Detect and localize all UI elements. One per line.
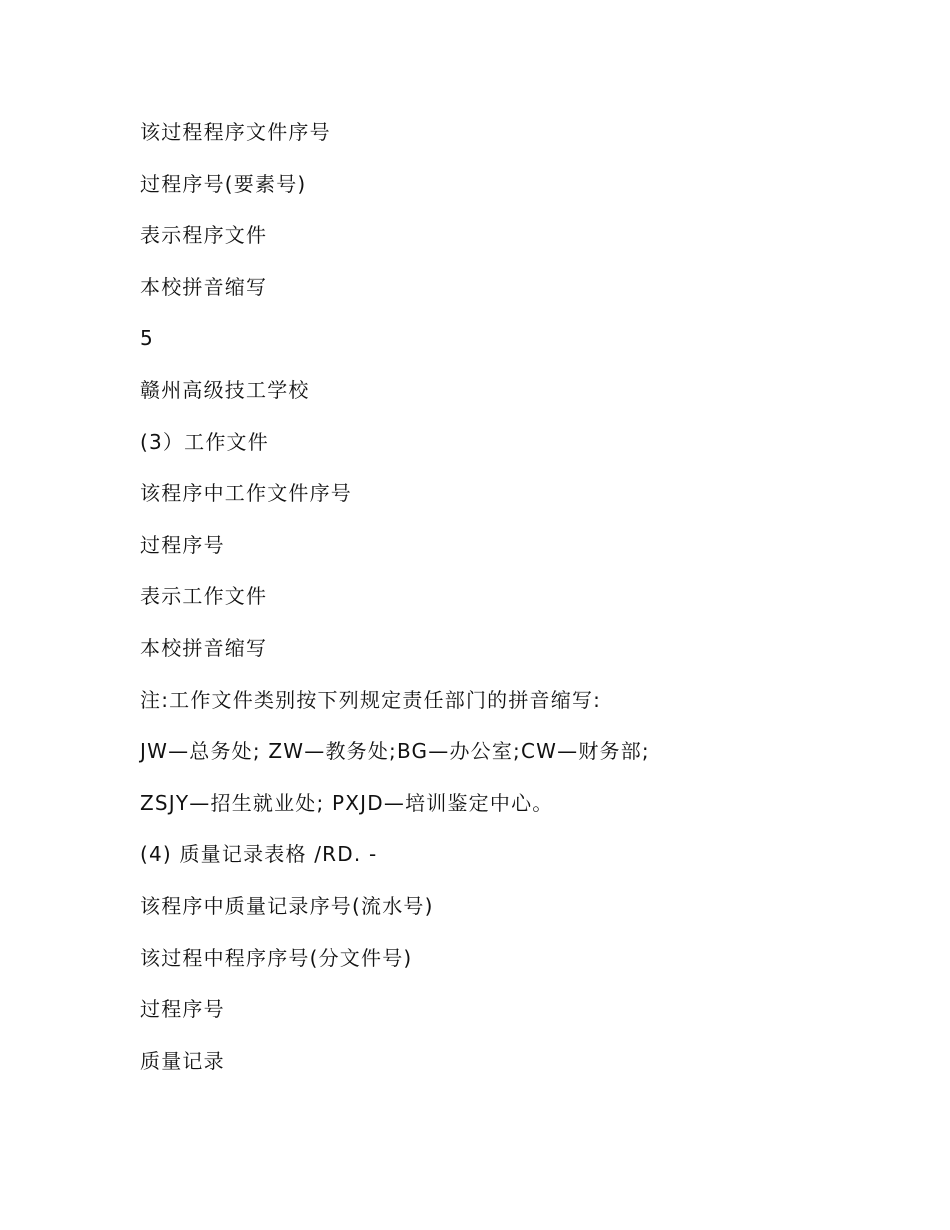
text-line: 该程序中质量记录序号(流水号) xyxy=(140,893,434,918)
note-line: 注:工作文件类别按下列规定责任部门的拼音缩写: xyxy=(140,687,602,712)
text-line: 过程序号 xyxy=(140,997,225,1022)
department-codes-line: ZSJY—招生就业处; PXJD—培训鉴定中心。 xyxy=(140,790,554,815)
text-line: 该过程中程序序号(分文件号) xyxy=(140,945,413,970)
school-name: 赣州高级技工学校 xyxy=(140,377,310,402)
text-line: 该过程程序文件序号 xyxy=(140,120,331,144)
text-line: 本校拼音缩写 xyxy=(140,635,268,660)
text-line: 本校拼音缩写 xyxy=(140,274,268,299)
text-line: 该程序中工作文件序号 xyxy=(140,481,352,506)
section-heading: (3）工作文件 xyxy=(140,429,269,454)
text-line: 过程序号 xyxy=(140,532,225,557)
text-line: 表示工作文件 xyxy=(140,584,268,609)
department-codes-line: JW—总务处; ZW—教务处;BG—办公室;CW—财务部; xyxy=(140,739,650,764)
text-line: 过程序号(要素号) xyxy=(140,171,307,196)
section-heading: (4) 质量记录表格 /RD. - xyxy=(140,842,378,867)
text-line: 表示程序文件 xyxy=(140,223,268,248)
document-body xyxy=(140,118,840,1098)
page-number: 5 xyxy=(140,326,154,351)
text-line: 质量记录 xyxy=(140,1048,225,1073)
